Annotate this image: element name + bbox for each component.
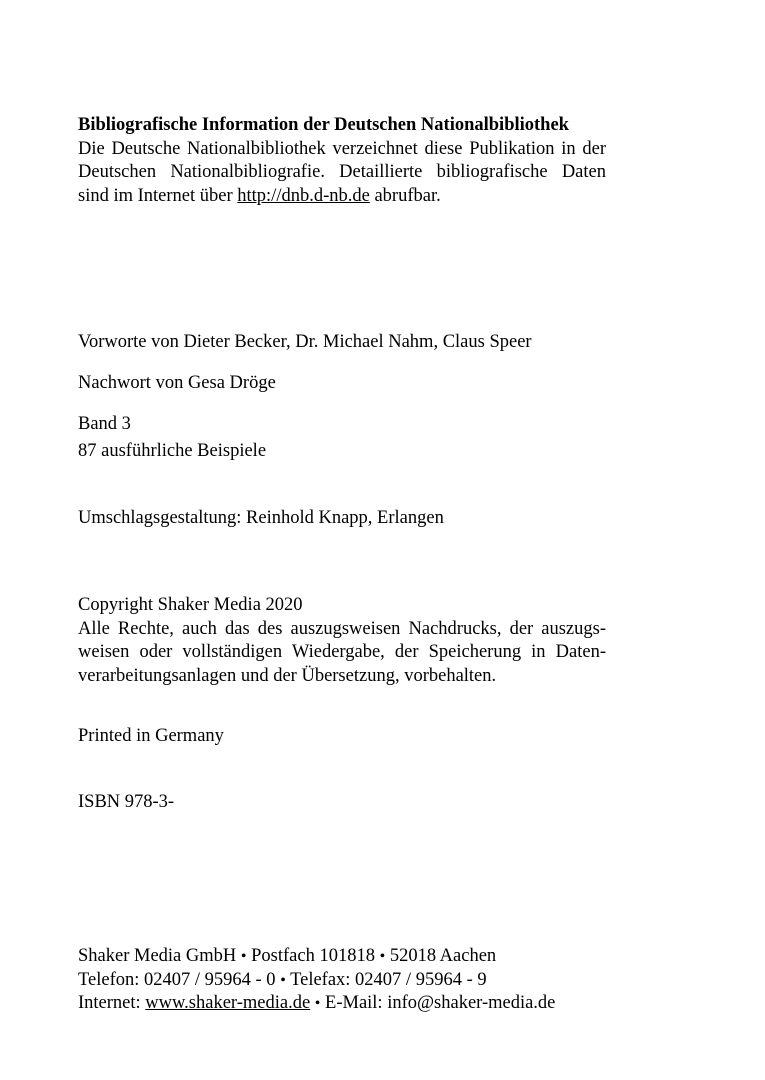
- publisher-address-line: [78, 945, 606, 969]
- bibliographic-line-2: Deutschen Nationalbibliografie. Detaillierte bibliografische Daten: [78, 162, 606, 182]
- dnb-link[interactable]: http://dnb.d-nb.de: [237, 185, 370, 206]
- publisher-postbox: Postfach 101818: [251, 946, 375, 966]
- printed-in-line: Printed in Germany: [78, 726, 224, 746]
- bibliographic-heading: Bibliografische Information der Deutschen Nationalbibliothek: [78, 115, 569, 135]
- publisher-fax: Telefax: 02407 / 95964 - 9: [290, 969, 487, 990]
- bibliographic-info: [78, 114, 606, 208]
- internet-label: Internet:: [78, 993, 146, 1013]
- publisher-phone-line: [78, 969, 606, 993]
- bibliographic-line-3-pre: sind im Internet über: [78, 185, 238, 206]
- bibliographic-line-3-post: abrufbar.: [369, 185, 441, 206]
- examples-line: 87 ausführliche Beispiele: [78, 441, 267, 461]
- forewords-line: Vorworte von Dieter Becker, Dr. Michael Nahm, Claus Speer: [78, 332, 532, 352]
- publisher-website-link[interactable]: www.shaker-media.de: [145, 993, 311, 1013]
- bullet-separator: •: [240, 948, 247, 965]
- copyright-title: Copyright Shaker Media 2020: [78, 595, 303, 615]
- bullet-separator: •: [379, 948, 386, 965]
- publisher-section: [78, 945, 606, 1016]
- copyright-line-2: weisen oder vollständigen Wiedergabe, der Speicherung in Daten-: [78, 642, 606, 662]
- publisher-email[interactable]: E-Mail: info@shaker-media.de: [325, 993, 556, 1013]
- bullet-separator: •: [314, 995, 321, 1012]
- bibliographic-line-1: Die Deutsche Nationalbibliothek verzeichnet diese Publikation in der: [78, 138, 606, 159]
- publisher-name: Shaker Media GmbH: [78, 946, 237, 966]
- volume-line: Band 3: [78, 414, 131, 434]
- bullet-separator: •: [280, 971, 286, 989]
- publisher-phone: Telefon: 02407 / 95964 - 0: [78, 969, 276, 990]
- afterword-line: Nachwort von Gesa Dröge: [78, 373, 276, 393]
- copyright-section: [78, 594, 606, 688]
- copyright-line-3: verarbeitungsanlagen und der Übersetzung, vorbehalten.: [78, 665, 497, 686]
- copyright-line-1: Alle Rechte, auch das des auszugsweisen Nachdrucks, der auszugs-: [78, 618, 606, 639]
- publisher-city: 52018 Aachen: [389, 946, 497, 966]
- bibliographic-line-3: [78, 185, 606, 209]
- cover-design-line: Umschlagsgestaltung: Reinhold Knapp, Erlangen: [78, 508, 444, 528]
- publisher-internet-line: [78, 992, 606, 1016]
- isbn-line: ISBN 978-3-: [78, 792, 175, 812]
